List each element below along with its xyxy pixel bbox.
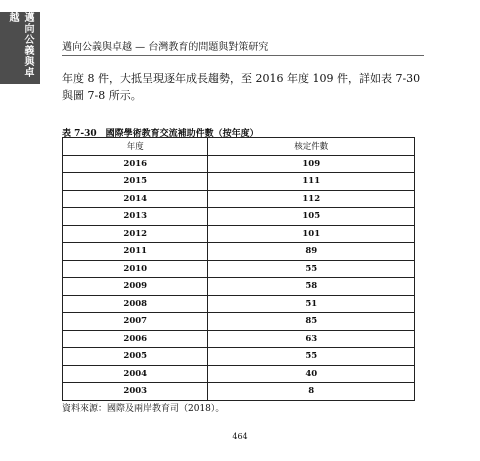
count-cell: 101 [208, 225, 415, 243]
intro-paragraph: 年度 8 件，大抵呈現逐年成長趨勢，至 2016 年度 109 件，詳如表 7-30 與圖 7-8 所示。 [62, 72, 421, 102]
year-cell: 2006 [63, 330, 208, 348]
count-cell: 51 [208, 295, 415, 313]
count-cell: 105 [208, 208, 415, 226]
count-cell: 55 [208, 348, 415, 366]
count-cell: 112 [208, 190, 415, 208]
count-cell: 63 [208, 330, 415, 348]
table-row [63, 330, 415, 348]
year-cell: 2004 [63, 365, 208, 383]
count-cell: 8 [208, 383, 415, 401]
count-cell: 109 [208, 155, 415, 173]
year-cell: 2003 [63, 383, 208, 401]
column-header-count: 核定件數 [208, 138, 415, 156]
year-cell: 2009 [63, 278, 208, 296]
table-row [63, 295, 415, 313]
count-cell: 85 [208, 313, 415, 331]
table-row [63, 313, 415, 331]
column-header-year: 年度 [63, 138, 208, 156]
table-row [63, 383, 415, 401]
table-header-row [63, 138, 415, 156]
table-row [63, 260, 415, 278]
year-cell: 2011 [63, 243, 208, 261]
table-row [63, 208, 415, 226]
year-cell: 2016 [63, 155, 208, 173]
year-cell: 2014 [63, 190, 208, 208]
table-row [63, 190, 415, 208]
page-number: 464 [232, 432, 248, 441]
table-row [63, 155, 415, 173]
year-cell: 2005 [63, 348, 208, 366]
table-row [63, 348, 415, 366]
table-row [63, 243, 415, 261]
table-row [63, 278, 415, 296]
chapter-side-tab: 邁向公義與卓越 [0, 12, 40, 84]
count-cell: 111 [208, 173, 415, 191]
count-cell: 89 [208, 243, 415, 261]
table-row [63, 365, 415, 383]
year-cell: 2013 [63, 208, 208, 226]
count-cell: 55 [208, 260, 415, 278]
running-head: 邁向公義與卓越 — 台灣教育的問題與對策研究 [62, 38, 424, 56]
table-row [63, 225, 415, 243]
table-caption: 表 7-30 國際學術教育交流補助件數（按年度） [62, 129, 259, 139]
data-table [62, 137, 415, 401]
year-cell: 2015 [63, 173, 208, 191]
count-cell: 40 [208, 365, 415, 383]
source-note: 資料來源：國際及兩岸教育司（2018）。 [62, 404, 225, 414]
year-cell: 2010 [63, 260, 208, 278]
count-cell: 58 [208, 278, 415, 296]
table-row [63, 173, 415, 191]
year-cell: 2008 [63, 295, 208, 313]
year-cell: 2012 [63, 225, 208, 243]
year-cell: 2007 [63, 313, 208, 331]
